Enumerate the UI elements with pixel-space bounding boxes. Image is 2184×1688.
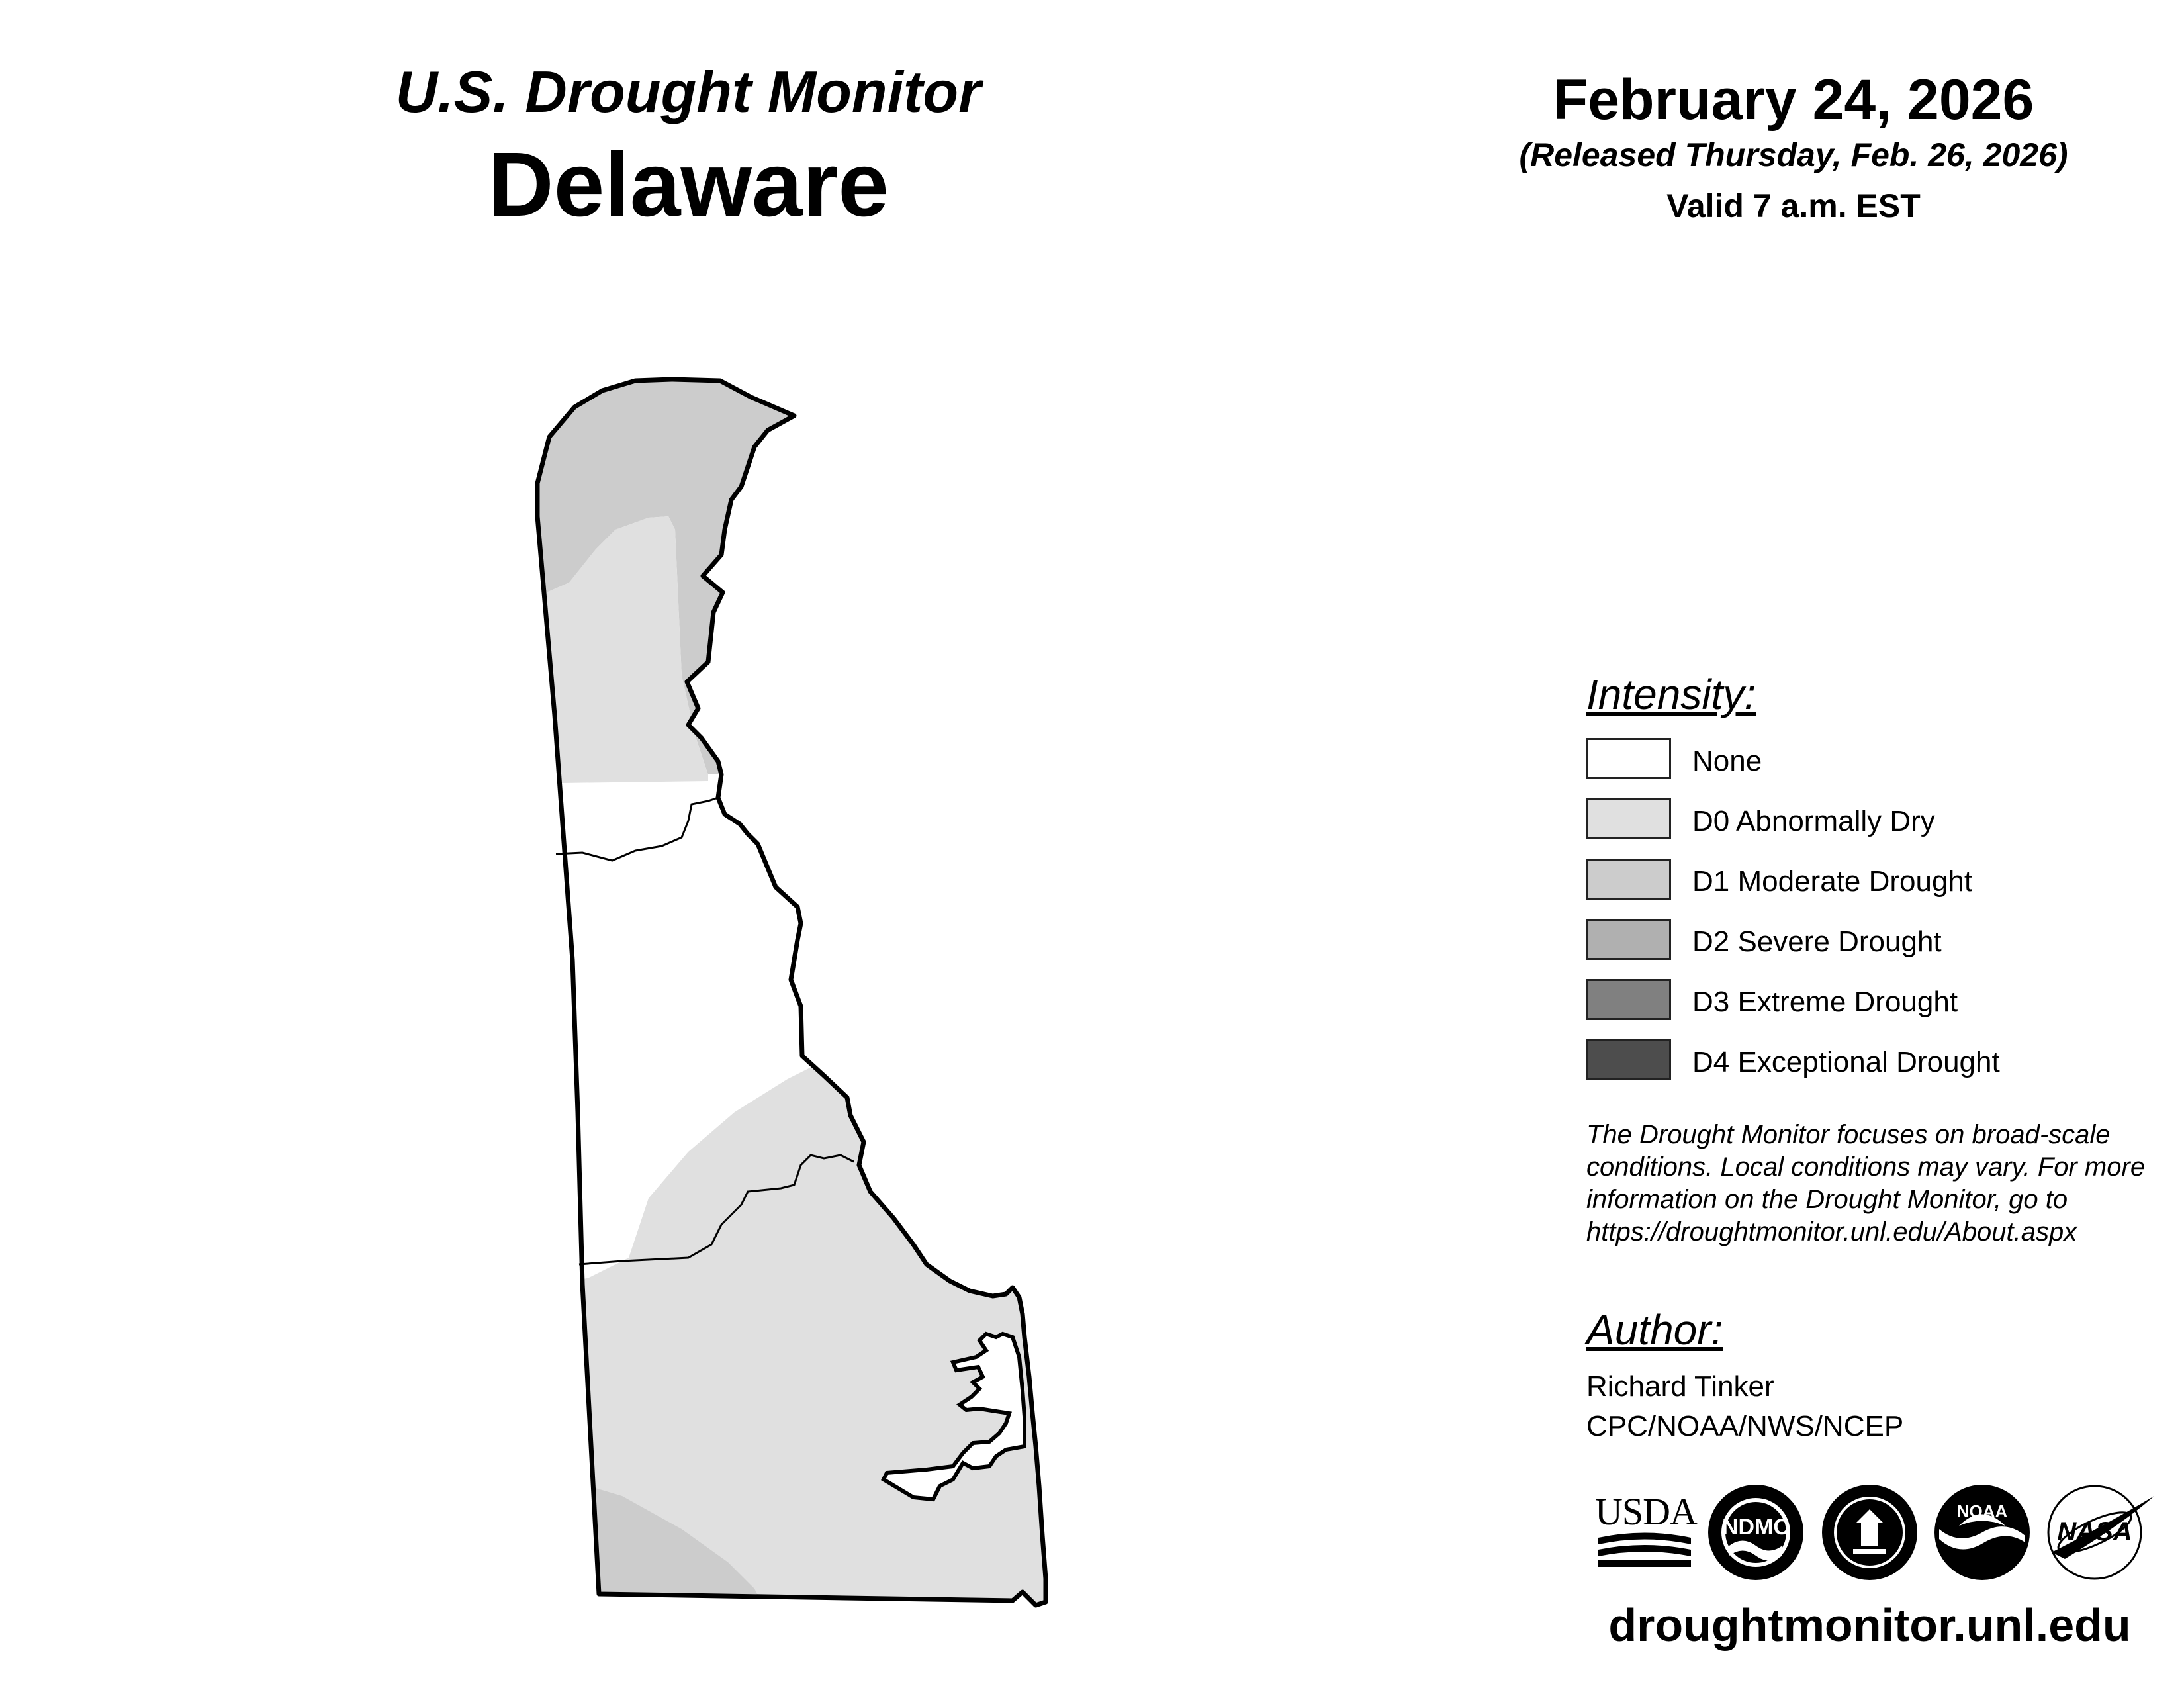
commerce-seal-icon	[1820, 1483, 1919, 1582]
legend-label: D2 Severe Drought	[1692, 925, 1942, 958]
author-org: CPC/NOAA/NWS/NCEP	[1586, 1410, 1904, 1442]
usda-logo	[1595, 1490, 1697, 1569]
legend-swatch	[1586, 979, 1671, 1020]
release-date: (Released Thursday, Feb. 26, 2026)	[1519, 136, 2068, 173]
ndmc-logo-text: NDMC	[1722, 1515, 1790, 1540]
legend-label: D0 Abnormally Dry	[1692, 805, 1935, 837]
legend-label: D1 Moderate Drought	[1692, 865, 1973, 898]
legend-label: None	[1692, 745, 1762, 777]
ndmc-logo	[1706, 1483, 1805, 1582]
commerce-seal-logo	[1820, 1483, 1919, 1582]
legend-swatch	[1586, 798, 1671, 839]
legend-swatch	[1586, 919, 1671, 960]
map-date: February 24, 2026	[1553, 68, 2034, 132]
author-name: Richard Tinker	[1586, 1370, 1774, 1403]
nasa-logo	[2045, 1483, 2158, 1582]
legend-title: Intensity:	[1586, 671, 1756, 718]
legend-label: D3 Extreme Drought	[1692, 986, 1958, 1018]
valid-time: Valid 7 a.m. EST	[1666, 187, 1921, 224]
nasa-logo-text: NASA	[2057, 1517, 2132, 1546]
legend-swatch	[1586, 738, 1671, 779]
usda-logo-text: USDA	[1595, 1490, 1697, 1533]
map-supertitle: U.S. Drought Monitor	[395, 59, 981, 124]
noaa-seal-icon	[1933, 1483, 2032, 1582]
author-title: Author:	[1586, 1306, 1723, 1354]
legend-swatch	[1586, 1039, 1671, 1080]
usda-stripes-icon	[1595, 1531, 1694, 1568]
legend-label: D4 Exceptional Drought	[1692, 1046, 2000, 1078]
noaa-logo	[1933, 1483, 2032, 1582]
noaa-logo-text: NOAA	[1956, 1501, 2008, 1521]
website-link[interactable]: droughtmonitor.unl.edu	[1608, 1599, 2131, 1651]
disclaimer-note: The Drought Monitor focuses on broad-scale conditions. Local conditions may vary. For more information on the Drought Monitor, go to https://droughtmonitor.unl.edu/About.aspx	[1586, 1120, 2146, 1246]
map-state-title: Delaware	[487, 134, 889, 236]
legend-swatch	[1586, 859, 1671, 900]
